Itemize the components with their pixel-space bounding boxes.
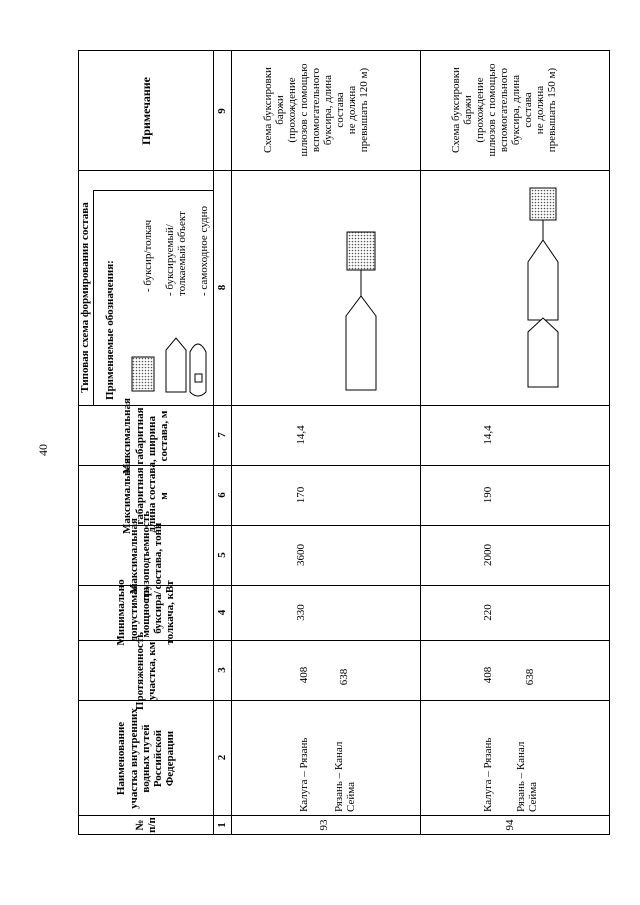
colnum-9: 9 [215, 108, 228, 114]
header-number: № п/п [133, 817, 158, 833]
page-number: 40 [36, 444, 50, 456]
row94-section2: Рязань – Канал Сейма [514, 741, 539, 812]
row94-length: 190 [481, 486, 494, 504]
row94-note: Схема буксировки баржи (прохождение шлюзов с помощью вспомогательного буксира, длина состава не должна превышать 150 м) [449, 63, 559, 157]
row93-note: Схема буксировки баржи (прохождение шлюзов с помощью вспомогательного буксира, длина состава не должна превышать 120 м) [261, 63, 371, 157]
colnum-3: 3 [215, 667, 228, 673]
header-extent: Протяженность участка, км [133, 631, 158, 711]
row93-capacity: 3600 [294, 544, 307, 566]
legend-tug-icon [132, 357, 154, 391]
row94-length2: 638 [523, 668, 536, 686]
row93-section2: Рязань – Канал Сейма [332, 741, 357, 812]
row94-length1: 408 [481, 666, 494, 684]
colnum-7: 7 [215, 432, 228, 438]
header-capacity: Максимальная грузоподъемность состава, тонн [127, 510, 165, 602]
colnum-8: 8 [215, 284, 228, 291]
row93-barge-icon [346, 296, 376, 390]
row94-capacity: 2000 [481, 544, 494, 566]
row93-section1: Калуга – Рязань [297, 737, 310, 812]
row93-power: 330 [294, 604, 307, 621]
legend-ship-icon [190, 344, 206, 396]
header-section: Наименование участка внутренних водных путей Российской Федерации [115, 708, 177, 809]
row94-width: 14,4 [481, 425, 494, 445]
row94-number: 94 [503, 819, 516, 831]
row94-section1: Калуга – Рязань [481, 737, 494, 812]
legend-barge-icon [166, 338, 186, 392]
colnum-6: 6 [215, 492, 228, 498]
legend-tug: - буксир/толкач [141, 219, 154, 292]
colnum-1: 1 [215, 822, 228, 828]
header-width: Максимальная габаритная ширина состава, м [121, 398, 171, 474]
row93-width: 14,4 [294, 425, 307, 445]
colnum-4: 4 [215, 609, 228, 616]
row93-length: 170 [294, 486, 307, 504]
row94-barge1-icon [528, 240, 558, 320]
row93-tug-icon [347, 232, 375, 270]
row94-power: 220 [481, 604, 494, 621]
legend-title: Применяемые обозначения: [103, 260, 116, 400]
legend-towed: - буксируемый/ толкаемый объект [164, 211, 188, 296]
colnum-5: 5 [215, 552, 228, 558]
header-power: Минимально допустимая мощность буксира/толкача, кВт [115, 579, 177, 646]
header-note: Примечание [138, 76, 153, 146]
row93-length1: 408 [297, 666, 310, 684]
row94-barge2-icon [528, 318, 558, 387]
row93-length2: 638 [337, 668, 350, 686]
row94-tug-icon [530, 188, 556, 220]
legend-self-propelled: - самоходное судно [197, 205, 210, 296]
row93-number: 93 [317, 819, 330, 831]
header-scheme: Типовая схема формирования состава [79, 202, 92, 393]
header-length: Максимальная габаритная длина состава, м [121, 458, 171, 534]
colnum-2: 2 [215, 754, 228, 761]
